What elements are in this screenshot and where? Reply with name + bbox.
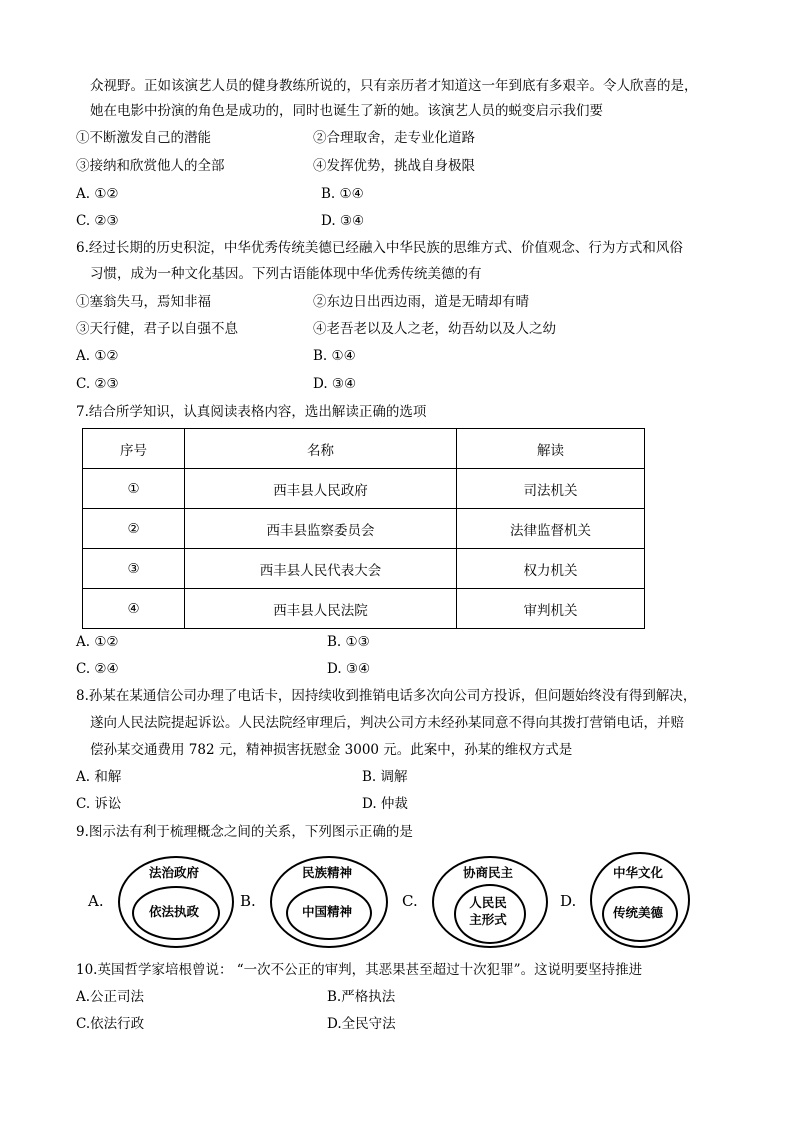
q6-option-b[interactable]: B. ①④ bbox=[313, 348, 356, 364]
q9-diagram-b-outer-label: 民族精神 bbox=[301, 865, 352, 880]
table-cell: ③ bbox=[83, 549, 185, 589]
q6-option-a[interactable]: A. ①② bbox=[76, 348, 119, 364]
q9-diagram-a-outer-label: 法治政府 bbox=[148, 865, 199, 880]
q7-option-b[interactable]: B. ①③ bbox=[327, 634, 370, 650]
q8-stem-line2: 遂向人民法院提起诉讼。人民法院经审理后，判决公司方未经孙某同意不得向其拨打营销电话，并赔 bbox=[90, 715, 684, 731]
q9-diagram-c-outer-label: 协商民主 bbox=[462, 865, 513, 880]
q6-item-2: ②东边日出西边雨，道是无晴却有晴 bbox=[313, 294, 529, 310]
q9-diagram-d-outer-label: 中华文化 bbox=[612, 865, 663, 880]
q7-stem: 7.结合所学知识，认真阅读表格内容，选出解读正确的选项 bbox=[76, 404, 427, 420]
q8-stem-line3: 偿孙某交通费用 782 元，精神损害抚慰金 3000 元。此案中，孙某的维权方式是 bbox=[90, 742, 573, 758]
q5-option-a[interactable]: A. ①② bbox=[76, 186, 119, 202]
q9-option-b-letter[interactable]: B. bbox=[240, 892, 256, 910]
table-cell: 司法机关 bbox=[457, 469, 645, 509]
q6-stem-line1: 6.经过长期的历史积淀，中华优秀传统美德已经融入中华民族的思维方式、价值观念、行为方式和风俗 bbox=[76, 240, 683, 256]
q7-option-a[interactable]: A. ①② bbox=[76, 634, 119, 650]
table-cell: 西丰县人民政府 bbox=[185, 469, 457, 509]
table-row bbox=[83, 509, 645, 549]
table-cell: ① bbox=[83, 469, 185, 509]
q6-stem-line2: 习惯，成为一种文化基因。下列古语能体现中华优秀传统美德的有 bbox=[90, 266, 482, 282]
q6-option-c[interactable]: C. ②③ bbox=[76, 376, 119, 392]
q6-item-1: ①塞翁失马，焉知非福 bbox=[76, 294, 211, 310]
q5-item-2: ②合理取舍，走专业化道路 bbox=[313, 130, 475, 146]
table-cell: ② bbox=[83, 509, 185, 549]
q9-diagram-b-inner-label: 中国精神 bbox=[301, 904, 352, 919]
q8-option-c[interactable]: C. 诉讼 bbox=[76, 796, 122, 812]
q7-option-d[interactable]: D. ③④ bbox=[327, 661, 371, 677]
q5-item-3: ③接纳和欣赏他人的全部 bbox=[76, 158, 225, 174]
q10-option-b[interactable]: B.严格执法 bbox=[327, 989, 396, 1005]
q10-stem: 10.英国哲学家培根曾说： “一次不公正的审判，其恶果甚至超过十次犯罪”。这说明要坚持推进 bbox=[76, 962, 643, 978]
q9-option-d-letter[interactable]: D. bbox=[560, 892, 577, 910]
table-cell: 西丰县监察委员会 bbox=[185, 509, 457, 549]
q7-option-c[interactable]: C. ②④ bbox=[76, 661, 119, 677]
q10-option-c[interactable]: C.依法行政 bbox=[76, 1016, 145, 1032]
q6-item-3: ③天行健，君子以自强不息 bbox=[76, 321, 238, 337]
table-cell: 审判机关 bbox=[457, 589, 645, 629]
q9-diagram-a-inner-label: 依法执政 bbox=[148, 904, 199, 919]
table-cell: ④ bbox=[83, 589, 185, 629]
q9-diagram-c-inner-label-2: 主形式 bbox=[469, 912, 507, 927]
table-cell: 西丰县人民法院 bbox=[185, 589, 457, 629]
table-cell: 西丰县人民代表大会 bbox=[185, 549, 457, 589]
table-header-cell: 序号 bbox=[83, 429, 185, 469]
table-row bbox=[83, 589, 645, 629]
q9-stem: 9.图示法有利于梳理概念之间的关系，下列图示正确的是 bbox=[76, 824, 413, 840]
q5-item-1: ①不断激发自己的潜能 bbox=[76, 130, 211, 146]
q5-stem-line1: 众视野。正如该演艺人员的健身教练所说的，只有亲历者才知道这一年到底有多艰辛。令人欣喜的是， bbox=[90, 78, 698, 94]
table-header-cell: 名称 bbox=[185, 429, 457, 469]
q8-option-b[interactable]: B. 调解 bbox=[362, 769, 408, 785]
table-header-row bbox=[83, 429, 645, 469]
q7-table bbox=[82, 428, 645, 629]
q8-stem-line1: 8.孙某在某通信公司办理了电话卡，因持续收到推销电话多次向公司方投诉，但问题始终没有得到解决， bbox=[76, 688, 697, 704]
q9-diagram-c-inner-label-1: 人民民 bbox=[469, 895, 507, 910]
q9-option-c-letter[interactable]: C. bbox=[402, 892, 418, 910]
table-header-cell: 解读 bbox=[457, 429, 645, 469]
table-cell: 权力机关 bbox=[457, 549, 645, 589]
q5-option-c[interactable]: C. ②③ bbox=[76, 213, 119, 229]
q9-option-a-letter[interactable]: A. bbox=[88, 892, 104, 910]
q10-option-d[interactable]: D.全民守法 bbox=[327, 1016, 396, 1032]
q10-option-a[interactable]: A.公正司法 bbox=[76, 989, 145, 1005]
table-row bbox=[83, 549, 645, 589]
q6-option-d[interactable]: D. ③④ bbox=[313, 376, 357, 392]
table-cell: 法律监督机关 bbox=[457, 509, 645, 549]
q6-item-4: ④老吾老以及人之老，幼吾幼以及人之幼 bbox=[313, 321, 556, 337]
q5-option-b[interactable]: B. ①④ bbox=[321, 186, 364, 202]
q5-item-4: ④发挥优势，挑战自身极限 bbox=[313, 158, 475, 174]
q5-option-d[interactable]: D. ③④ bbox=[321, 213, 365, 229]
q9-diagram-d-inner-label: 传统美德 bbox=[612, 905, 663, 920]
q5-stem-line2: 她在电影中扮演的角色是成功的，同时也诞生了新的她。该演艺人员的蜕变启示我们要 bbox=[90, 103, 603, 119]
q8-option-a[interactable]: A. 和解 bbox=[76, 769, 122, 785]
q8-option-d[interactable]: D. 仲裁 bbox=[362, 796, 408, 812]
table-row bbox=[83, 469, 645, 509]
